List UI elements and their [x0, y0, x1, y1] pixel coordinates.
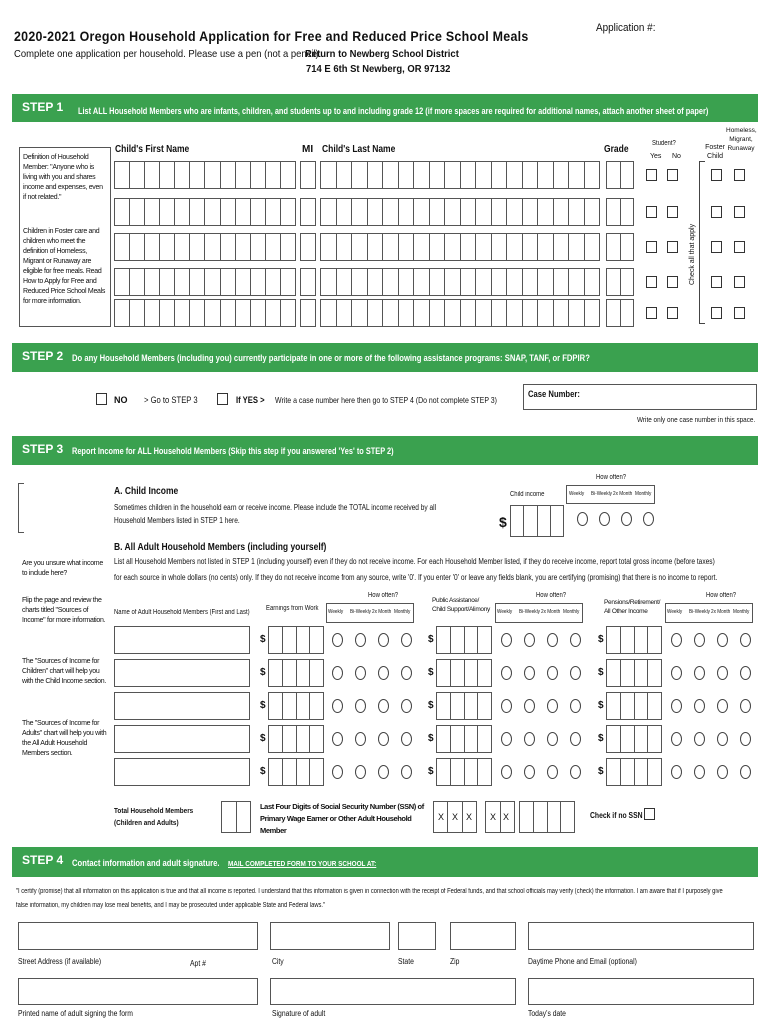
- homeless-checkbox[interactable]: [734, 276, 745, 288]
- adult-income-input[interactable]: [436, 725, 492, 753]
- how-often-adult: How often?: [536, 592, 567, 599]
- frequency-radio[interactable]: [570, 732, 581, 746]
- check-all-bracket: [699, 161, 705, 324]
- adult-income-input[interactable]: [606, 725, 662, 753]
- freq-label: Weekly: [569, 491, 585, 497]
- how-often-adult: How often?: [706, 592, 737, 599]
- how-often-adult: How often?: [368, 592, 399, 599]
- frequency-radio[interactable]: [694, 765, 705, 779]
- frequency-radio[interactable]: [547, 699, 558, 713]
- frequency-radio[interactable]: [378, 765, 389, 779]
- student-no-checkbox[interactable]: [667, 241, 678, 253]
- frequency-radio[interactable]: [740, 699, 751, 713]
- form-title: 2020-2021 Oregon Household Application for Free and Reduced Price School Meals: [14, 29, 529, 44]
- frequency-radio[interactable]: [599, 512, 610, 526]
- student-yes-checkbox[interactable]: [646, 276, 657, 288]
- street-input[interactable]: [18, 922, 258, 950]
- income-dollar: $: [260, 766, 266, 777]
- freq-label: Weekly: [497, 609, 513, 615]
- student-yes-checkbox[interactable]: [646, 307, 657, 319]
- ssn-x: X: [452, 812, 459, 822]
- step2-yes-label: If YES >: [236, 395, 265, 405]
- child-income-title: A. Child Income: [114, 486, 179, 497]
- child-last-name-input[interactable]: [320, 198, 600, 226]
- col-first-name: Child's First Name: [115, 144, 190, 155]
- frequency-radio[interactable]: [501, 666, 512, 680]
- total-members-input[interactable]: [221, 801, 251, 833]
- frequency-radio[interactable]: [401, 765, 412, 779]
- adult-income-input[interactable]: [268, 758, 324, 786]
- income-dollar: $: [428, 766, 434, 777]
- total-members-label: [114, 805, 199, 829]
- step2-yes-text: Write a case number here then go to STEP 4 (Do not complete STEP 3): [275, 395, 498, 405]
- student-no-checkbox[interactable]: [667, 206, 678, 218]
- freq-label: Monthly: [563, 609, 580, 615]
- frequency-radio[interactable]: [524, 765, 535, 779]
- frequency-radio[interactable]: [570, 699, 581, 713]
- check-all-label: Check all that apply: [689, 223, 696, 285]
- frequency-radio[interactable]: [401, 732, 412, 746]
- child-first-name-input[interactable]: [114, 161, 296, 189]
- child-mi-input[interactable]: [300, 233, 316, 261]
- adult-income-title: B. All Adult Household Members (including yourself): [114, 542, 327, 553]
- income-dollar: $: [598, 733, 604, 744]
- child-first-name-input[interactable]: [114, 233, 296, 261]
- frequency-radio[interactable]: [378, 666, 389, 680]
- state-label: State: [398, 957, 414, 966]
- foster-checkbox[interactable]: [711, 241, 722, 253]
- application-number-label: Application #:: [596, 22, 656, 34]
- freq-label: 2x Month: [711, 609, 731, 615]
- frequency-radio[interactable]: [524, 699, 535, 713]
- student-no-checkbox[interactable]: [667, 169, 678, 181]
- instructions: Complete one application per household. Please use a pen (not a pencil).: [14, 48, 322, 60]
- child-last-name-input[interactable]: [320, 233, 600, 261]
- income-dollar: $: [428, 700, 434, 711]
- frequency-radio[interactable]: [355, 633, 366, 647]
- ssn-x: X: [490, 812, 497, 822]
- col-yes: Yes: [650, 153, 662, 160]
- adult-name-input[interactable]: [114, 725, 250, 753]
- step3-bar: [12, 436, 758, 465]
- foster-note: Children in Foster care and children who meet the definition of Homeless, Migrant or Runaway are eligible for free meals. Read How to Apply for Free and Reduced Price School Meals for more information.: [23, 228, 106, 305]
- frequency-radio[interactable]: [740, 732, 751, 746]
- step1-label: STEP 1: [22, 100, 64, 114]
- step4-label: STEP 4: [22, 853, 64, 867]
- adult-income-input[interactable]: [436, 758, 492, 786]
- frequency-radio[interactable]: [401, 666, 412, 680]
- step4-text: Contact information and adult signature.: [72, 858, 220, 868]
- adult-income-text1: List all Household Members not listed in STEP 1 (including yourself) even if they do not receive income. For each Household Member listed, if they do receive income, report total gross income (before taxes): [114, 557, 715, 566]
- frequency-radio[interactable]: [332, 666, 343, 680]
- income-sidebar-flip: Flip the page and review the charts titled "Sources of Income" for more information.: [22, 597, 106, 624]
- child-income-text2: Household Members listed in STEP 1 here.: [114, 516, 240, 525]
- income-dollar: $: [428, 634, 434, 645]
- freq-label: Monthly: [394, 609, 411, 615]
- homeless-checkbox[interactable]: [734, 169, 745, 181]
- adult-income-input[interactable]: [436, 626, 492, 654]
- ssn-x: X: [503, 812, 510, 822]
- frequency-radio[interactable]: [740, 765, 751, 779]
- adult-name-input[interactable]: [114, 692, 250, 720]
- child-last-name-input[interactable]: [320, 268, 600, 296]
- frequency-radio[interactable]: [524, 633, 535, 647]
- frequency-radio[interactable]: [547, 633, 558, 647]
- step2-yes-checkbox[interactable]: [217, 393, 228, 405]
- adult-income-input[interactable]: [606, 659, 662, 687]
- step2-text: Do any Household Members (including you) currently participate in one or more of the following assistance programs: SNAP, TANF, or FDPIR?: [72, 353, 590, 363]
- income-dollar: $: [598, 634, 604, 645]
- child-grade-input[interactable]: [606, 233, 634, 261]
- certify-text1: "I certify (promise) that all information on this application is true and that all income is reported. I understand that this information is given in connection with the receipt of Federal funds, and that school officials may verify (check) the information. I am aware that if I purposely give: [16, 888, 723, 895]
- frequency-radio[interactable]: [577, 512, 588, 526]
- printed-name-label: Printed name of adult signing the form: [18, 1009, 133, 1018]
- frequency-radio[interactable]: [401, 699, 412, 713]
- frequency-radio[interactable]: [355, 732, 366, 746]
- frequency-radio[interactable]: [378, 732, 389, 746]
- freq-label: Monthly: [635, 491, 652, 497]
- step3-child-bracket: [18, 483, 24, 533]
- frequency-radio[interactable]: [501, 633, 512, 647]
- foster-checkbox[interactable]: [711, 169, 722, 181]
- col-pensions: Pensions/Retirement/ All Other Income: [604, 599, 661, 615]
- col-last-name: Child's Last Name: [322, 144, 396, 155]
- col-grade: Grade: [604, 144, 629, 155]
- step2-no-label: NO: [114, 395, 128, 405]
- child-dollar: $: [499, 514, 507, 530]
- child-mi-input[interactable]: [300, 198, 316, 226]
- child-first-name-input[interactable]: [114, 299, 296, 327]
- adult-name-input[interactable]: [114, 758, 250, 786]
- adult-income-input[interactable]: [268, 659, 324, 687]
- check-no-ssn-label: Check if no SSN: [590, 811, 643, 820]
- child-grade-input[interactable]: [606, 268, 634, 296]
- frequency-radio[interactable]: [570, 633, 581, 647]
- income-dollar: $: [598, 667, 604, 678]
- frequency-radio[interactable]: [717, 765, 728, 779]
- income-dollar: $: [598, 766, 604, 777]
- signature-input[interactable]: [270, 978, 516, 1005]
- zip-input[interactable]: [450, 922, 516, 950]
- frequency-radio[interactable]: [547, 732, 558, 746]
- frequency-radio[interactable]: [501, 699, 512, 713]
- income-dollar: $: [428, 667, 434, 678]
- freq-label: Weekly: [328, 609, 344, 615]
- step3-text: Report Income for ALL Household Members (Skip this step if you answered 'Yes' to STEP 2): [72, 446, 394, 456]
- col-public: Public Assistance/ Child Support/Alimony: [432, 597, 491, 613]
- student-yes-checkbox[interactable]: [646, 241, 657, 253]
- freq-label: Weekly: [667, 609, 683, 615]
- child-mi-input[interactable]: [300, 268, 316, 296]
- income-sidebar-children: The "Sources of Income for Children" chart will help you with the Child Income section.: [22, 658, 106, 685]
- no-ssn-checkbox[interactable]: [644, 808, 655, 820]
- frequency-radio[interactable]: [355, 666, 366, 680]
- frequency-radio[interactable]: [643, 512, 654, 526]
- col-adult-name: Name of Adult Household Members (First and Last): [114, 609, 250, 616]
- date-label: Today's date: [528, 1009, 566, 1018]
- how-often-child: How often?: [596, 474, 627, 481]
- frequency-radio[interactable]: [524, 666, 535, 680]
- frequency-radio[interactable]: [717, 699, 728, 713]
- homeless-checkbox[interactable]: [734, 307, 745, 319]
- freq-label: Bi-Weekly: [689, 609, 710, 615]
- child-grade-input[interactable]: [606, 161, 634, 189]
- student-yes-checkbox[interactable]: [646, 169, 657, 181]
- apt-label: Apt #: [190, 959, 206, 968]
- ssn-digit-input[interactable]: [519, 801, 575, 833]
- ssn-x: X: [438, 812, 445, 822]
- income-sidebar-q: Are you unsure what income to include here?: [22, 560, 103, 577]
- adult-income-input[interactable]: [436, 659, 492, 687]
- child-last-name-input[interactable]: [320, 161, 600, 189]
- phone-label: Daytime Phone and Email (optional): [528, 957, 637, 966]
- printed-name-input[interactable]: [18, 978, 258, 1005]
- certify-text2: false information, my children may lose meal benefits, and I may be prosecuted under applicable State and Federal laws.": [16, 902, 325, 909]
- district-address: 714 E 6th St Newberg, OR 97132: [306, 63, 451, 75]
- adult-income-input[interactable]: [268, 626, 324, 654]
- income-dollar: $: [598, 700, 604, 711]
- col-mi: MI: [302, 144, 314, 155]
- frequency-radio[interactable]: [378, 633, 389, 647]
- frequency-radio[interactable]: [355, 699, 366, 713]
- total-members-text: Total Household Members (Children and Adults): [114, 806, 194, 827]
- foster-checkbox[interactable]: [711, 206, 722, 218]
- date-input[interactable]: [528, 978, 754, 1005]
- frequency-radio[interactable]: [717, 633, 728, 647]
- frequency-radio[interactable]: [740, 633, 751, 647]
- freq-label: Monthly: [733, 609, 750, 615]
- frequency-radio[interactable]: [694, 666, 705, 680]
- step2-bar: [12, 343, 758, 372]
- adult-name-input[interactable]: [114, 659, 250, 687]
- street-label: Street Address (if available): [18, 957, 102, 966]
- frequency-radio[interactable]: [378, 699, 389, 713]
- frequency-radio[interactable]: [717, 666, 728, 680]
- city-input[interactable]: [270, 922, 390, 950]
- child-grade-input[interactable]: [606, 198, 634, 226]
- student-yes-checkbox[interactable]: [646, 206, 657, 218]
- adult-income-input[interactable]: [268, 725, 324, 753]
- step2-label: STEP 2: [22, 349, 64, 363]
- case-note: Write only one case number in this space.: [637, 415, 756, 424]
- frequency-radio[interactable]: [547, 765, 558, 779]
- household-definition: Definition of Household Member: "Anyone who is living with you and shares income and expenses, even if not related.": [23, 154, 103, 201]
- frequency-radio[interactable]: [717, 732, 728, 746]
- freq-label: 2x Month: [372, 609, 392, 615]
- city-label: City: [272, 957, 284, 966]
- step3-label: STEP 3: [22, 442, 64, 456]
- frequency-radio[interactable]: [671, 765, 682, 779]
- income-dollar: $: [260, 667, 266, 678]
- freq-label: 2x Month: [541, 609, 561, 615]
- income-sidebar-adults: The "Sources of Income for Adults" chart will help you with the All Adult Household Members section.: [22, 720, 107, 757]
- adult-name-input[interactable]: [114, 626, 250, 654]
- frequency-radio[interactable]: [671, 699, 682, 713]
- zip-label: Zip: [450, 957, 460, 966]
- col-earnings: Earnings from Work: [266, 605, 319, 612]
- child-income-text1: Sometimes children in the household earn or receive income. Please include the TOTAL income received by all: [114, 503, 437, 512]
- frequency-radio[interactable]: [524, 732, 535, 746]
- child-income-label: Child income: [510, 491, 545, 498]
- adult-income-input[interactable]: [606, 626, 662, 654]
- adult-income-input[interactable]: [606, 758, 662, 786]
- foster-checkbox[interactable]: [711, 307, 722, 319]
- freq-label: Bi-Weekly: [519, 609, 540, 615]
- frequency-radio[interactable]: [570, 666, 581, 680]
- return-to: Return to Newberg School District: [305, 48, 459, 60]
- child-first-name-input[interactable]: [114, 198, 296, 226]
- frequency-radio[interactable]: [694, 732, 705, 746]
- ssn-x: X: [466, 812, 473, 822]
- student-no-checkbox[interactable]: [667, 307, 678, 319]
- col-student: Student?: [652, 140, 676, 147]
- frequency-radio[interactable]: [740, 666, 751, 680]
- child-first-name-input[interactable]: [114, 268, 296, 296]
- student-no-checkbox[interactable]: [667, 276, 678, 288]
- income-dollar: $: [260, 700, 266, 711]
- freq-label: Bi-Weekly: [591, 491, 612, 497]
- state-input[interactable]: [398, 922, 436, 950]
- frequency-radio[interactable]: [332, 633, 343, 647]
- step4-mail-text: MAIL COMPLETED FORM TO YOUR SCHOOL AT:: [228, 859, 377, 868]
- case-number-label: Case Number:: [528, 389, 580, 399]
- frequency-radio[interactable]: [332, 765, 343, 779]
- homeless-checkbox[interactable]: [734, 241, 745, 253]
- frequency-radio[interactable]: [621, 512, 632, 526]
- child-grade-input[interactable]: [606, 299, 634, 327]
- frequency-radio[interactable]: [332, 699, 343, 713]
- ssn-label: Last Four Digits of Social Security Number (SSN) of Primary Wage Earner or Other Adult Household Member: [260, 802, 424, 835]
- child-mi-input[interactable]: [300, 161, 316, 189]
- frequency-radio[interactable]: [570, 765, 581, 779]
- child-mi-input[interactable]: [300, 299, 316, 327]
- child-last-name-input[interactable]: [320, 299, 600, 327]
- freq-label: 2x Month: [613, 491, 633, 497]
- signature-label: Signature of adult: [272, 1009, 326, 1018]
- col-foster: Foster Child: [705, 144, 725, 160]
- homeless-checkbox[interactable]: [734, 206, 745, 218]
- frequency-radio[interactable]: [671, 732, 682, 746]
- step2-no-goto: > Go to STEP 3: [144, 395, 198, 405]
- frequency-radio[interactable]: [501, 765, 512, 779]
- frequency-radio[interactable]: [694, 633, 705, 647]
- freq-label: Bi-Weekly: [350, 609, 371, 615]
- frequency-radio[interactable]: [355, 765, 366, 779]
- frequency-radio[interactable]: [671, 666, 682, 680]
- step4-bar: [12, 847, 758, 877]
- adult-income-input[interactable]: [268, 692, 324, 720]
- frequency-radio[interactable]: [694, 699, 705, 713]
- frequency-radio[interactable]: [547, 666, 558, 680]
- adult-income-input[interactable]: [436, 692, 492, 720]
- col-homeless: Homeless, Migrant, Runaway: [726, 127, 757, 152]
- frequency-radio[interactable]: [671, 633, 682, 647]
- income-dollar: $: [260, 634, 266, 645]
- step1-text: List ALL Household Members who are infants, children, and students up to and including grade 12 (if more spaces are required for additional names, attach another sheet of paper): [78, 106, 709, 116]
- frequency-radio[interactable]: [501, 732, 512, 746]
- foster-checkbox[interactable]: [711, 276, 722, 288]
- frequency-radio[interactable]: [401, 633, 412, 647]
- adult-income-text2: for each source in whole dollars (no cents) only. If they do not receive income from any source, write '0'. If you enter '0' or leave any fields blank, you are certifying (promising) that there is no income to report.: [114, 573, 718, 582]
- phone-input[interactable]: [528, 922, 754, 950]
- col-no: No: [672, 153, 681, 160]
- frequency-radio[interactable]: [332, 732, 343, 746]
- child-income-input[interactable]: [510, 505, 564, 537]
- income-dollar: $: [428, 733, 434, 744]
- adult-income-input[interactable]: [606, 692, 662, 720]
- step1-bar: [12, 94, 758, 122]
- income-dollar: $: [260, 733, 266, 744]
- step2-no-checkbox[interactable]: [96, 393, 107, 405]
